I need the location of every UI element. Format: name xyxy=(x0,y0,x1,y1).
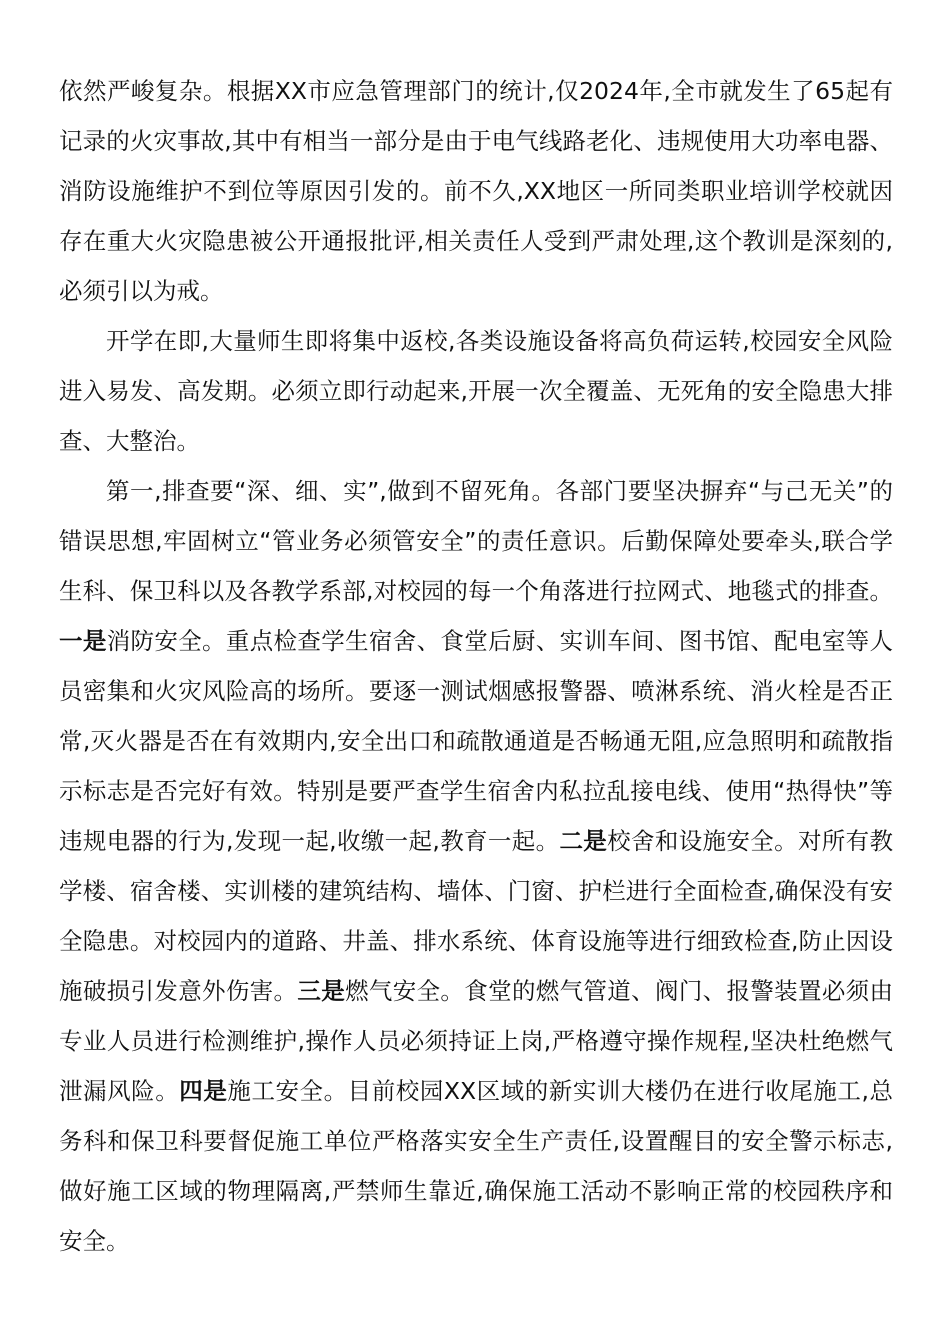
paragraph-semester-start: 开学在即,大量师生即将集中返校,各类设施设备将高负荷运转,校园安全风险进入易发、高发期。必须立即行动起来,开展一次全覆盖、无死角的安全隐患大排查、大整治。 xyxy=(59,327,893,455)
item-label-fourth: 四是 xyxy=(179,1077,228,1105)
inspection-intro: 第一,排查要“深、细、实”,做到不留死角。各部门要坚决摒弃“与己无关”的错误思想,牢固树立“管业务必须管安全”的责任意识。后勤保障处要牵头,联合学生科、保卫科以及各教学系部,对校园的每一个角落进行拉网式、地毯式的排查。 xyxy=(59,477,893,605)
item-text-construction-safety: 施工安全。目前校园XX区域的新实训大楼仍在进行收尾施工,总务科和保卫科要督促施工单位严格落实安全生产责任,设置醒目的安全警示标志,做好施工区域的物理隔离,严禁师生靠近,确保施工活动不影响正常的校园秩序和安全。 xyxy=(59,1077,894,1255)
paragraph-fire-statistics: 依然严峻复杂。根据XX市应急管理部门的统计,仅2024年,全市就发生了65起有记录的火灾事故,其中有相当一部分是由于电气线路老化、违规使用大功率电器、消防设施维护不到位等原因引发的。前不久,XX地区一所同类职业培训学校就因存在重大火灾隐患被公开通报批评,相关责任人受到严肃处理,这个教训是深刻的,必须引以为戒。 xyxy=(59,77,893,305)
document-page xyxy=(59,66,893,1266)
item-label-second: 二是 xyxy=(559,827,608,855)
item-text-fire-safety: 消防安全。重点检查学生宿舍、食堂后厨、实训车间、图书馆、配电室等人员密集和火灾风险高的场所。要逐一测试烟感报警器、喷淋系统、消火栓是否正常,灭火器是否在有效期内,安全出口和疏散通道是否畅通无阻,应急照明和疏散指示标志是否完好有效。特别是要严查学生宿舍内私拉乱接电线、使用“热得快”等违规电器的行为,发现一起,收缴一起,教育一起。 xyxy=(59,627,894,855)
item-label-first: 一是 xyxy=(59,627,107,655)
item-text-building-safety: 校舍和设施安全。对所有教学楼、宿舍楼、实训楼的建筑结构、墙体、门窗、护栏进行全面检查,确保没有安全隐患。对校园内的道路、井盖、排水系统、体育设施等进行细致检查,防止因设施破损引发意外伤害。 xyxy=(59,827,893,1005)
item-text-gas-safety: 燃气安全。食堂的燃气管道、阀门、报警装置必须由专业人员进行检测维护,操作人员必须持证上岗,严格遵守操作规程,坚决杜绝燃气泄漏风险。 xyxy=(59,977,894,1105)
item-label-third: 三是 xyxy=(297,977,346,1005)
paragraph-inspection-requirements xyxy=(59,466,893,1266)
